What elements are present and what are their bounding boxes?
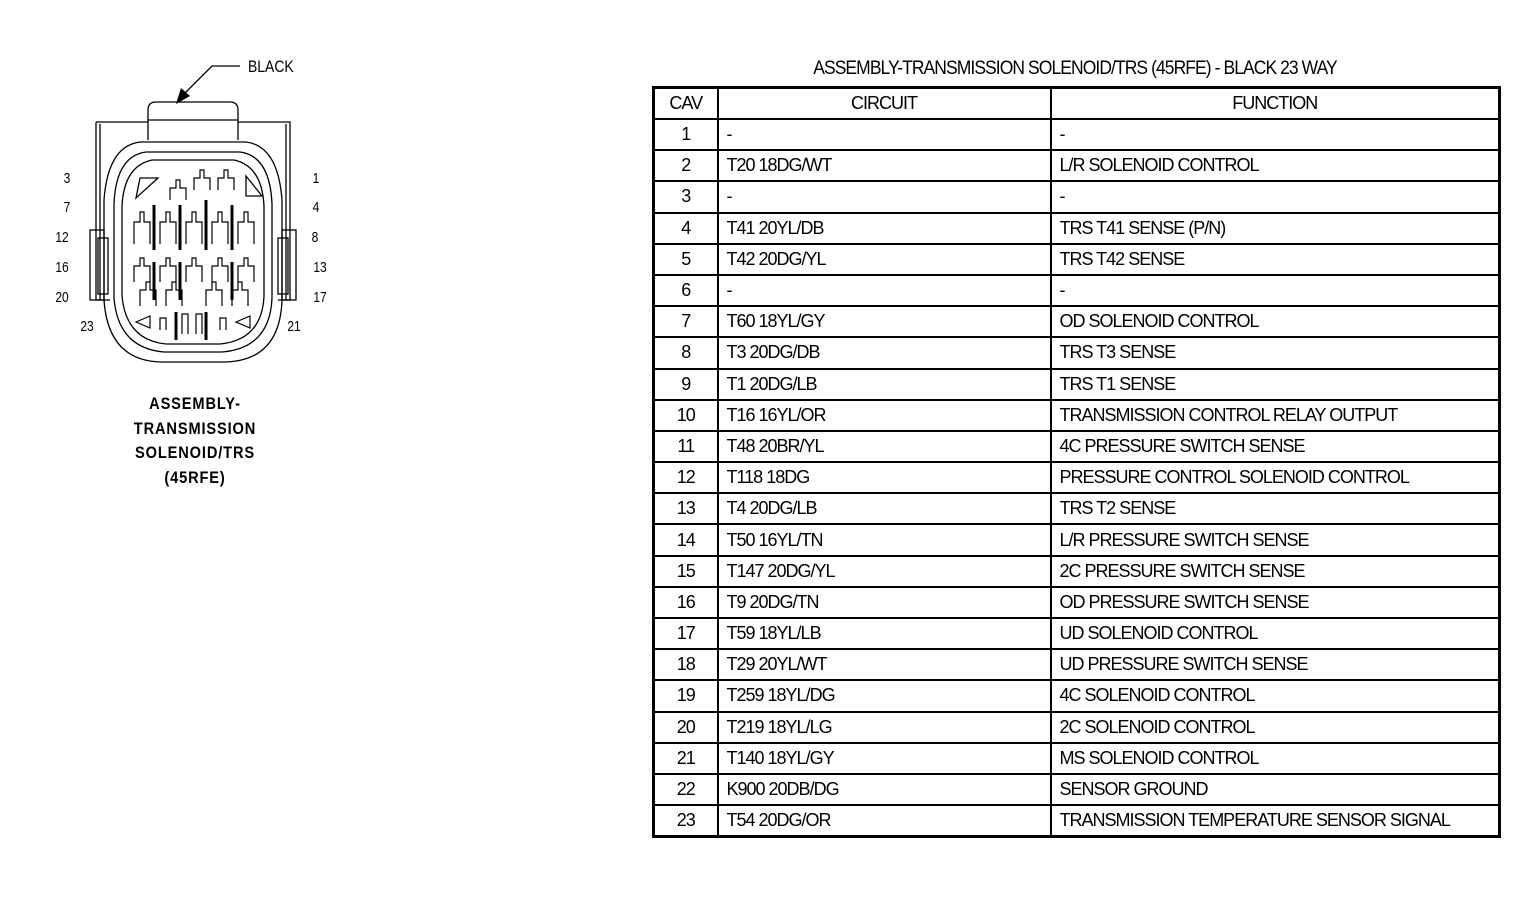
function-cell: TRS T3 SENSE (1051, 337, 1500, 368)
function-cell: TRS T41 SENSE (P/N) (1051, 213, 1500, 244)
circuit-cell: T16 16YL/OR (718, 400, 1051, 431)
table-row (654, 275, 1500, 306)
cav-cell: 7 (654, 306, 718, 337)
pin-number-label: 17 (313, 289, 327, 306)
table-row (654, 181, 1500, 212)
cav-cell: 12 (654, 462, 718, 493)
cav-cell: 8 (654, 337, 718, 368)
table-row (654, 712, 1500, 743)
circuit-cell: T59 18YL/LB (718, 618, 1051, 649)
circuit-cell: - (718, 181, 1051, 212)
caption-line: (45RFE) (164, 467, 226, 487)
circuit-cell: T118 18DG (718, 462, 1051, 493)
function-cell: MS SOLENOID CONTROL (1051, 743, 1500, 774)
table-row (654, 213, 1500, 244)
function-cell: L/R PRESSURE SWITCH SENSE (1051, 524, 1500, 555)
function-cell: TRS T42 SENSE (1051, 244, 1500, 275)
table-row (654, 462, 1500, 493)
function-cell: PRESSURE CONTROL SOLENOID CONTROL (1051, 462, 1500, 493)
circuit-cell: T42 20DG/YL (718, 244, 1051, 275)
pin-number-label: 20 (55, 289, 69, 306)
pin-number-label: 16 (55, 259, 69, 276)
table-row (654, 150, 1500, 181)
pin-number-label: 21 (287, 318, 301, 335)
pin-number-label: 13 (313, 259, 327, 276)
circuit-cell: K900 20DB/DG (718, 774, 1051, 805)
function-cell: TRANSMISSION TEMPERATURE SENSOR SIGNAL (1051, 805, 1500, 837)
table-row (654, 524, 1500, 555)
function-cell: 4C SOLENOID CONTROL (1051, 680, 1500, 711)
function-cell: UD SOLENOID CONTROL (1051, 618, 1500, 649)
circuit-cell: T1 20DG/LB (718, 369, 1051, 400)
circuit-cell: T41 20YL/DB (718, 213, 1051, 244)
pin-number-label: 4 (312, 199, 320, 216)
cav-cell: 17 (654, 618, 718, 649)
table-row (654, 369, 1500, 400)
table-row (654, 618, 1500, 649)
circuit-cell: T219 18YL/LG (718, 712, 1051, 743)
cav-cell: 20 (654, 712, 718, 743)
function-cell: L/R SOLENOID CONTROL (1051, 150, 1500, 181)
table-row (654, 680, 1500, 711)
cav-cell: 18 (654, 649, 718, 680)
table-row (654, 244, 1500, 275)
cav-cell: 10 (654, 400, 718, 431)
cav-cell: 6 (654, 275, 718, 306)
table-row (654, 431, 1500, 462)
cav-cell: 9 (654, 369, 718, 400)
function-cell: TRS T1 SENSE (1051, 369, 1500, 400)
table-row (654, 805, 1500, 837)
connector-diagram (0, 0, 400, 500)
circuit-cell: T259 18YL/DG (718, 680, 1051, 711)
table-row (654, 337, 1500, 368)
cav-cell: 15 (654, 556, 718, 587)
connector-caption (90, 392, 300, 490)
circuit-cell: T20 18DG/WT (718, 150, 1051, 181)
cav-cell: 5 (654, 244, 718, 275)
pin-number-label: 1 (312, 170, 320, 187)
circuit-cell: T60 18YL/GY (718, 306, 1051, 337)
function-cell: SENSOR GROUND (1051, 774, 1500, 805)
circuit-cell: T9 20DG/TN (718, 587, 1051, 618)
circuit-cell: T29 20YL/WT (718, 649, 1051, 680)
caption-line: SOLENOID/TRS (135, 443, 255, 462)
cav-cell: 13 (654, 493, 718, 524)
circuit-cell: T50 16YL/TN (718, 524, 1051, 555)
pinout-table (652, 86, 1501, 838)
cav-cell: 4 (654, 213, 718, 244)
caption-line: TRANSMISSION (133, 418, 257, 438)
table-row (654, 119, 1500, 150)
circuit-cell: T4 20DG/LB (718, 493, 1051, 524)
circuit-cell: - (718, 275, 1051, 306)
cav-cell: 16 (654, 587, 718, 618)
table-row (654, 556, 1500, 587)
function-cell: 2C SOLENOID CONTROL (1051, 712, 1500, 743)
table-row (654, 587, 1500, 618)
function-cell: - (1051, 275, 1500, 306)
circuit-cell: T140 18YL/GY (718, 743, 1051, 774)
cav-cell: 22 (654, 774, 718, 805)
table-title: ASSEMBLY-TRANSMISSION SOLENOID/TRS (45RFE) - BLACK 23 WAY (813, 58, 1337, 79)
table-row (654, 743, 1500, 774)
cav-cell: 19 (654, 680, 718, 711)
connector-color-label: BLACK (248, 57, 294, 76)
function-cell: - (1051, 119, 1500, 150)
pin-number-label: 23 (80, 318, 94, 335)
circuit-cell: T147 20DG/YL (718, 556, 1051, 587)
cav-cell: 23 (654, 805, 718, 837)
circuit-cell: - (718, 119, 1051, 150)
table-row (654, 774, 1500, 805)
cav-cell: 11 (654, 431, 718, 462)
function-cell: TRS T2 SENSE (1051, 493, 1500, 524)
table-header-row (654, 88, 1500, 120)
pin-number-label: 8 (311, 229, 319, 246)
header-circuit: CIRCUIT (718, 88, 1051, 120)
function-cell: TRANSMISSION CONTROL RELAY OUTPUT (1051, 400, 1500, 431)
circuit-cell: T3 20DG/DB (718, 337, 1051, 368)
circuit-cell: T54 20DG/OR (718, 805, 1051, 837)
circuit-cell: T48 20BR/YL (718, 431, 1051, 462)
function-cell: 4C PRESSURE SWITCH SENSE (1051, 431, 1500, 462)
caption-line: ASSEMBLY- (149, 394, 241, 413)
function-cell: 2C PRESSURE SWITCH SENSE (1051, 556, 1500, 587)
pin-number-label: 3 (63, 170, 71, 187)
cav-cell: 2 (654, 150, 718, 181)
table-row (654, 400, 1500, 431)
cav-cell: 21 (654, 743, 718, 774)
function-cell: - (1051, 181, 1500, 212)
header-function: FUNCTION (1051, 88, 1500, 120)
table-row (654, 306, 1500, 337)
cav-cell: 1 (654, 119, 718, 150)
table-row (654, 493, 1500, 524)
pin-number-label: 12 (55, 229, 69, 246)
table-row (654, 649, 1500, 680)
cav-cell: 3 (654, 181, 718, 212)
header-cav: CAV (654, 88, 718, 120)
cav-cell: 14 (654, 524, 718, 555)
pin-number-label: 7 (63, 199, 71, 216)
function-cell: UD PRESSURE SWITCH SENSE (1051, 649, 1500, 680)
function-cell: OD SOLENOID CONTROL (1051, 306, 1500, 337)
function-cell: OD PRESSURE SWITCH SENSE (1051, 587, 1500, 618)
